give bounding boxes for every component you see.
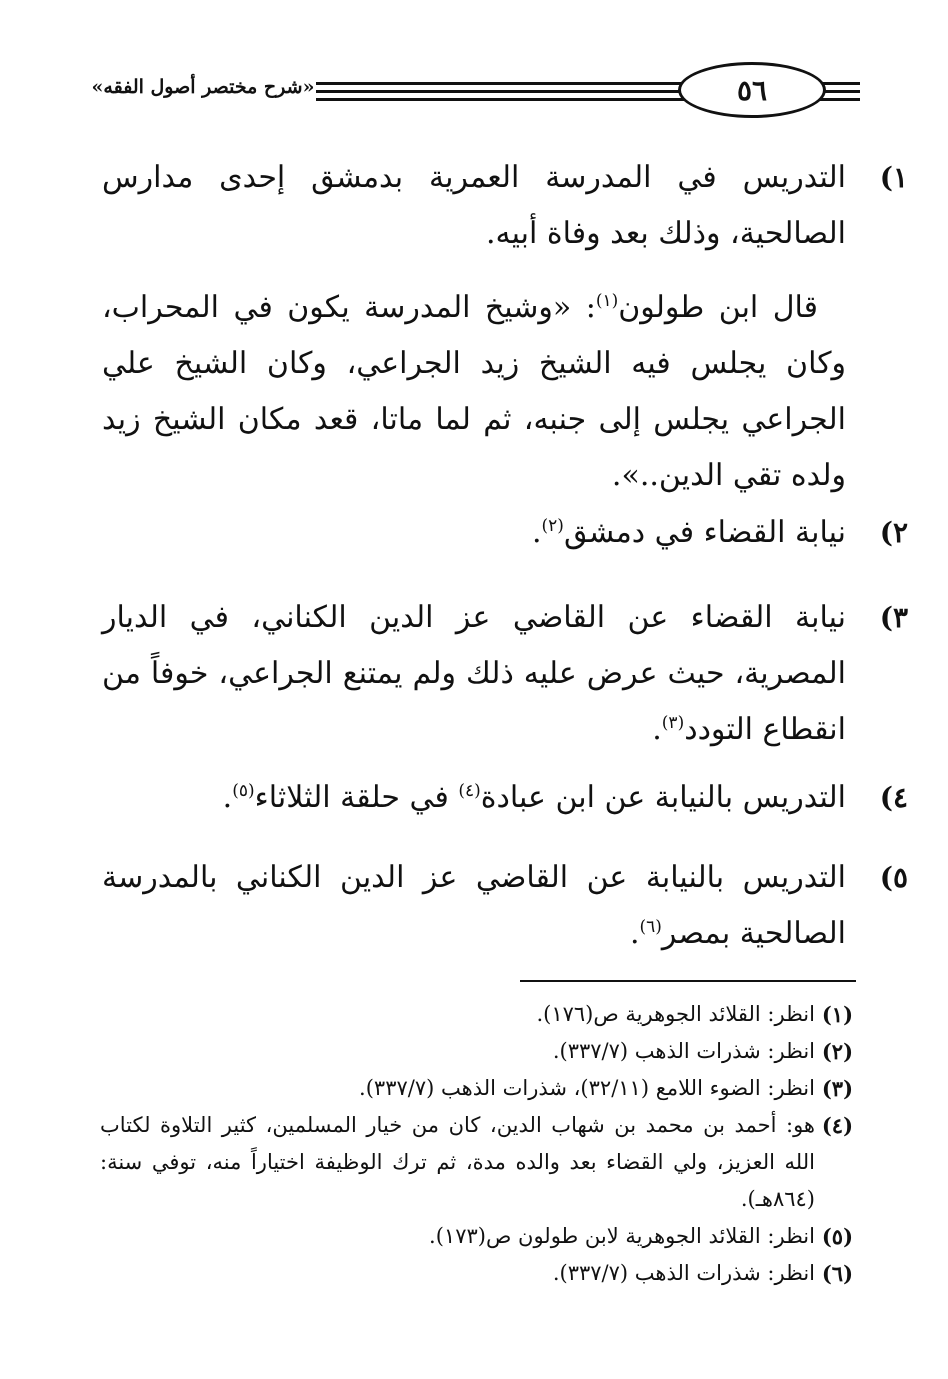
page-header [88, 60, 860, 130]
footnote-number: (٦) [821, 1261, 853, 1286]
item-number: ٣) [879, 601, 908, 634]
footnote-ref: (٢) [541, 516, 564, 536]
footnote-separator [520, 980, 856, 982]
footnote-ref: (٦) [639, 917, 662, 937]
list-item: ٤) التدريس بالنيابة عن ابن عبادة$^{(٤)}$ في حلقة الثلاثاء$^{(٥)}$. [102, 770, 846, 826]
footnote-ref: (١) [595, 291, 619, 311]
footnote [100, 1033, 853, 1070]
footnote [100, 1070, 853, 1107]
item-text: في حلقة الثلاثاء [254, 780, 459, 815]
footnote [100, 996, 853, 1033]
list-item [102, 150, 908, 262]
footnote-number: (٤) [821, 1113, 853, 1138]
footnote-ref: (٣) [661, 713, 685, 733]
running-title: «شرح مختصر أصول الفقه» [91, 76, 315, 98]
footnote-number: (١) [821, 1002, 853, 1027]
footnote [100, 1218, 853, 1255]
footnote-text: انظر: شذرات الذهب (٣٣٧/٧). [552, 1261, 815, 1285]
quote-paragraph [102, 280, 846, 504]
footnote [100, 1255, 853, 1292]
footnotes [100, 996, 853, 1292]
list-item: ٣) نيابة القضاء عن القاضي عز الدين الكناني، في الديار المصرية، حيث عرض عليه ذلك ولم يمتنع الجراعي، خوفاً من انقطاع التودد$^{(٣)}$. [102, 590, 846, 758]
footnote-text: هو: أحمد بن محمد بن شهاب الدين، كان من خيار المسلمين، كثير التلاوة لكتاب الله العزيز، ولي القضاء بعد والده مدة، ثم ترك الوظيفة اختياراً منه، توفي سنة: (٨٦٤هـ). [100, 1113, 816, 1211]
footnote-ref: (٤) [458, 781, 481, 801]
item-text: التدريس في المدرسة العمرية بدمشق إحدى مدارس الصالحية، وذلك بعد وفاة أبيه. [102, 160, 846, 251]
item-number: ٥) [879, 861, 908, 894]
footnote-ref: (٥) [232, 781, 255, 801]
page-number: ٥٦ [678, 62, 826, 118]
item-number: ٢) [879, 516, 908, 549]
footnote-text: انظر: الضوء اللامع (٣٢/١١)، شذرات الذهب (٣٣٧/٧). [359, 1076, 815, 1100]
footnote-number: (٥) [821, 1224, 853, 1249]
list-item: ٥) التدريس بالنيابة عن القاضي عز الدين الكناني بالمدرسة الصالحية بمصر$^{(٦)}$. [102, 850, 846, 962]
item-text: نيابة القضاء عن القاضي عز الدين الكناني، في الديار المصرية، حيث عرض عليه ذلك ولم يمتنع الجراعي، خوفاً من انقطاع التودد [102, 600, 846, 747]
item-number: ٤) [879, 781, 908, 814]
footnote-text: انظر: شذرات الذهب (٣٣٧/٧). [552, 1039, 815, 1063]
footnote-text: انظر: القلائد الجوهرية لابن طولون ص(١٧٣). [429, 1224, 815, 1248]
item-text: التدريس بالنيابة عن القاضي عز الدين الكناني بالمدرسة الصالحية بمصر [102, 860, 846, 951]
footnote [100, 1107, 853, 1218]
footnote-number: (٢) [821, 1039, 853, 1064]
quote-lead: قال ابن طولون [618, 290, 818, 325]
footnote-text: انظر: القلائد الجوهرية ص(١٧٦). [536, 1002, 815, 1026]
item-number: ١) [879, 161, 908, 194]
footnote-number: (٣) [821, 1076, 853, 1101]
item-text: التدريس بالنيابة عن ابن عبادة [480, 780, 846, 815]
list-item: ٢) نيابة القضاء في دمشق$^{(٢)}$. [102, 505, 846, 561]
quote-body: : «وشيخ المدرسة يكون في المحراب، وكان يجلس فيه الشيخ زيد الجراعي، وكان الشيخ علي الجراعي يجلس إلى جنبه، ثم لما ماتا، قعد مكان الشيخ زيد ولده تقي الدين..». [102, 290, 846, 493]
item-text: نيابة القضاء في دمشق [563, 515, 846, 550]
